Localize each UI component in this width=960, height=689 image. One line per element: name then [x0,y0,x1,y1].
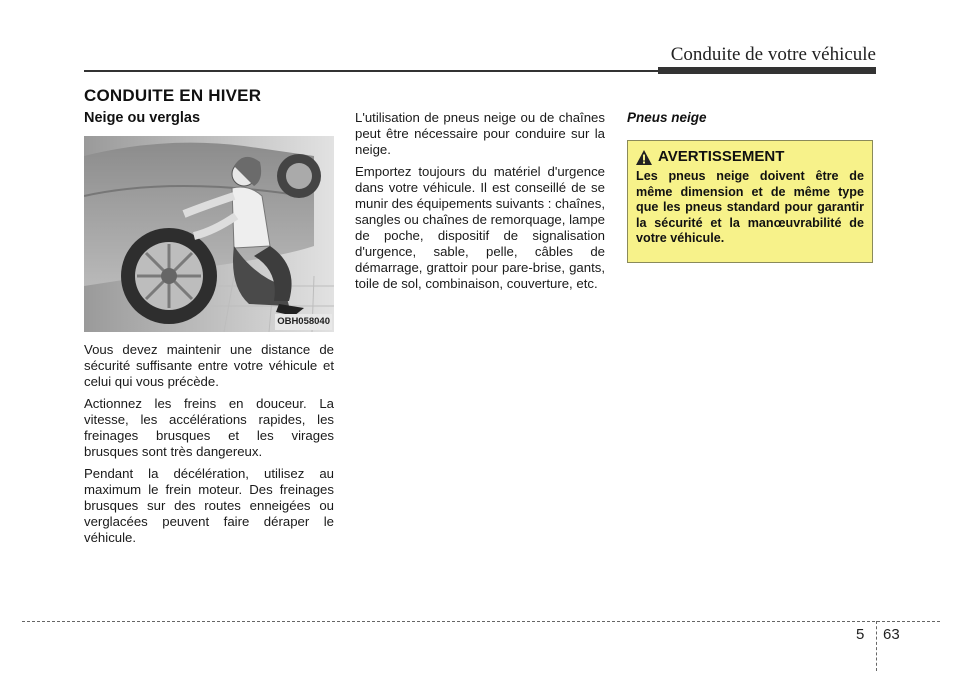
subhead-snow-tires: Pneus neige [627,110,707,125]
subhead-snow-ice: Neige ou verglas [84,110,201,126]
illustration-figure [84,136,334,332]
figure-code: OBH058040 [275,314,332,330]
paragraph-brake-gently: Actionnez les freins en douceur. La vitesse, les accélérations rapides, les freinages brusques et les virages brusques sont très dangereux. [84,396,334,459]
footer-page-separator [876,621,877,671]
paragraph-engine-brake: Pendant la décélération, utilisez au maximum le frein moteur. Des freinages brusques sur des routes enneigées ou verglacées peuvent faire déraper le véhicule. [84,466,334,545]
warning-box [627,140,873,263]
page-number: 63 [883,626,900,643]
column-right [627,110,877,263]
footer-dashed-rule [22,621,940,622]
paragraph-safety-distance: Vous devez maintenir une distance de sécurité suffisante entre votre véhicule et celui qui vous précède. [84,342,334,389]
section-title: CONDUITE EN HIVER [84,86,262,105]
chapter-header-title: Conduite de votre véhicule [670,44,876,65]
chapter-number: 5 [856,626,865,643]
paragraph-snow-tires-chains: L'utilisation de pneus neige ou de chaînes peut être nécessaire pour conduire sur la neige. [355,110,605,157]
header-rule-thick [658,67,876,74]
warning-title: AVERTISSEMENT [658,148,785,165]
column-left [84,110,334,552]
column-middle [355,110,605,298]
warning-header [636,149,864,165]
woman-checking-tire-illustration [84,136,334,332]
header-rule-thin [84,70,684,72]
warning-text: Les pneus neige doivent être de même dimension et de même type que les pneus standard pour garantir la sécurité et la manœuvrabilité de votre véhicule. [636,169,864,245]
warning-triangle-icon [636,150,652,165]
paragraph-emergency-equipment: Emportez toujours du matériel d'urgence dans votre véhicule. Il est conseillé de se munir des équipements suivants : chaînes, sangles ou chaînes de remorquage, lampe de poche, dispositif de signalisation d'urgence, sable, pelle, câbles de démarrage, grattoir pour pare-brise, gants, toile de sol, combinaison, couverture, etc. [355,164,605,291]
